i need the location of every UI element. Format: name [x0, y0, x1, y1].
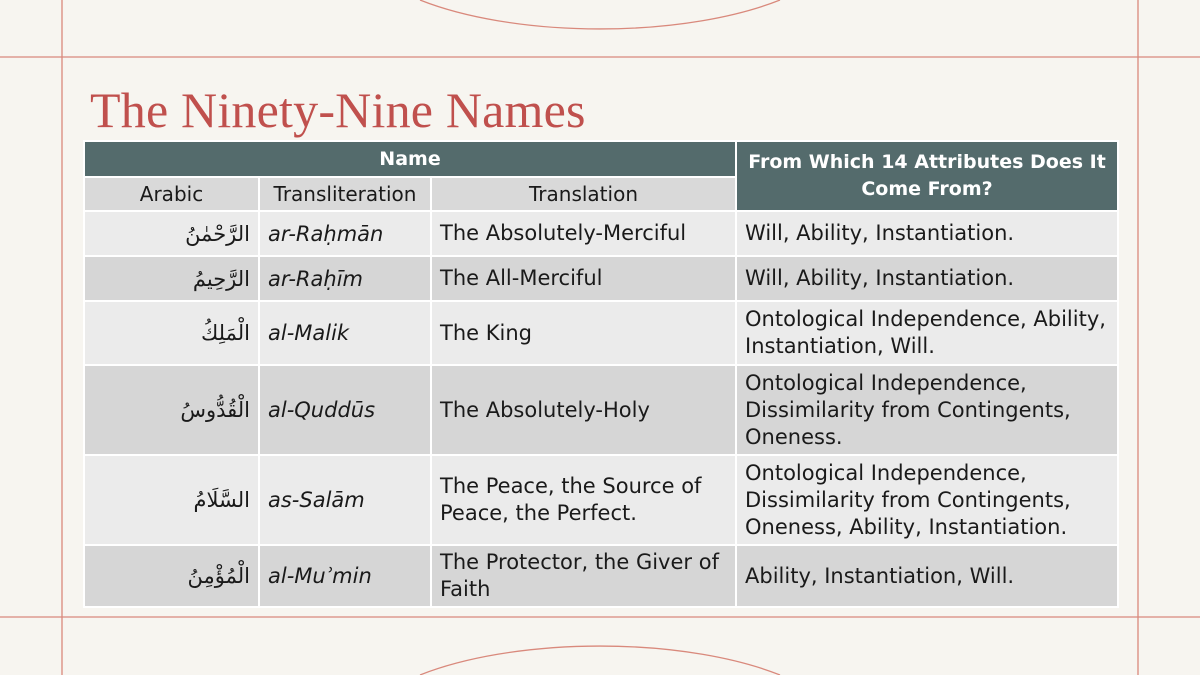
translation-cell: The King — [431, 301, 736, 365]
transliteration-cell: al-Quddūs — [259, 365, 431, 455]
translation-cell: The Peace, the Source of Peace, the Perfect. — [431, 455, 736, 545]
transliteration-cell: ar-Raḥīm — [259, 256, 431, 301]
attributes-cell: Ability, Instantiation, Will. — [736, 545, 1118, 607]
slide-title: The Ninety-Nine Names — [90, 82, 586, 138]
attributes-cell: Will, Ability, Instantiation. — [736, 211, 1118, 256]
transliteration-cell: ar-Raḥmān — [259, 211, 431, 256]
table-row — [84, 365, 1118, 455]
arabic-cell: الرَّحِيمُ — [84, 256, 259, 301]
table-row — [84, 211, 1118, 256]
attributes-cell: Will, Ability, Instantiation. — [736, 256, 1118, 301]
transliteration-cell: al-Malik — [259, 301, 431, 365]
attributes-cell: Ontological Independence, Dissimilarity from Contingents, Oneness. — [736, 365, 1118, 455]
arabic-cell: الرَّحْمٰنُ — [84, 211, 259, 256]
arc-bottom — [420, 646, 780, 675]
header-attributes: From Which 14 Attributes Does It Come From? — [736, 141, 1118, 211]
attributes-cell: Ontological Independence, Ability, Instantiation, Will. — [736, 301, 1118, 365]
table-row — [84, 455, 1118, 545]
subheader-transliteration: Transliteration — [259, 177, 431, 211]
subheader-translation: Translation — [431, 177, 736, 211]
arabic-cell: السَّلَامُ — [84, 455, 259, 545]
table-row — [84, 301, 1118, 365]
translation-cell: The All-Merciful — [431, 256, 736, 301]
transliteration-cell: al-Muʾmin — [259, 545, 431, 607]
arabic-cell: الْمُؤْمِنُ — [84, 545, 259, 607]
header-name: Name — [84, 141, 736, 177]
translation-cell: The Absolutely-Merciful — [431, 211, 736, 256]
names-table — [83, 140, 1119, 608]
attributes-cell: Ontological Independence, Dissimilarity from Contingents, Oneness, Ability, Instantiation. — [736, 455, 1118, 545]
arabic-cell: الْقُدُّوسُ — [84, 365, 259, 455]
arc-top — [420, 0, 780, 29]
arabic-cell: الْمَلِكُ — [84, 301, 259, 365]
translation-cell: The Protector, the Giver of Faith — [431, 545, 736, 607]
table-row — [84, 545, 1118, 607]
subheader-arabic: Arabic — [84, 177, 259, 211]
transliteration-cell: as-Salām — [259, 455, 431, 545]
translation-cell: The Absolutely-Holy — [431, 365, 736, 455]
table-row — [84, 256, 1118, 301]
